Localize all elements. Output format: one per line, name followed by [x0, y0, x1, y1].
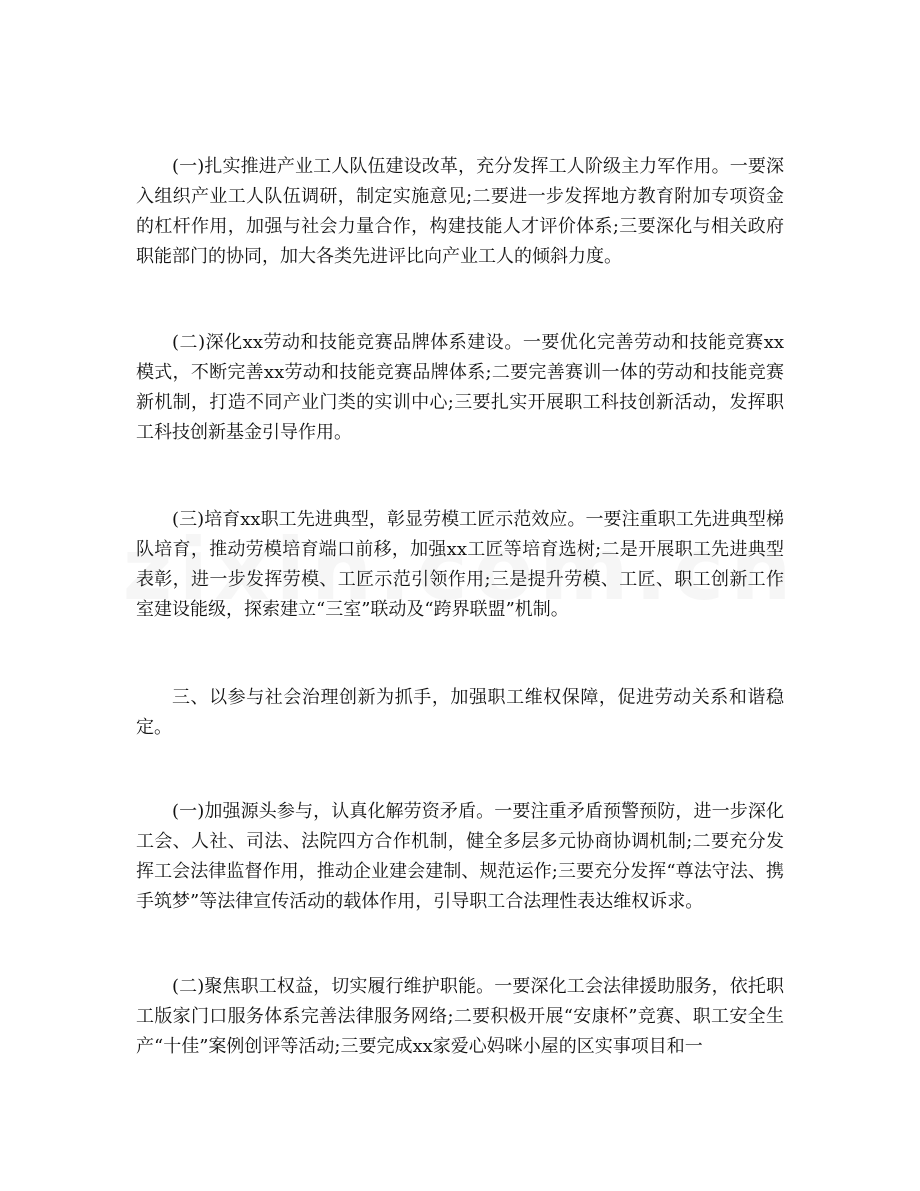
- paragraph-section-2-3: (三)培育xx职工先进典型，彰显劳模工匠示范效应。一要注重职工先进典型梯队培育，推动劳模培育端口前移，加强xx工匠等培育选树;二是开展职工先进典型表彰，进一步发挥劳模、工匠示范引领作用;三是提升劳模、工匠、职工创新工作室建设能级，探索建立“三室”联动及“跨界联盟”机制。: [136, 509, 784, 620]
- paragraph-section-2-2: (二)深化xx劳动和技能竞赛品牌体系建设。一要优化完善劳动和技能竞赛xx模式，不断完善xx劳动和技能竞赛品牌体系;二要完善赛训一体的劳动和技能竞赛新机制，打造不同产业门类的实训中心;三要扎实开展职工科技创新活动，发挥职工科技创新基金引导作用。: [136, 332, 784, 443]
- paragraph-section-2-1: (一)扎实推进产业工人队伍建设改革，充分发挥工人阶级主力军作用。一要深入组织产业工人队伍调研，制定实施意见;二要进一步发挥地方教育附加专项资金的杠杆作用，加强与社会力量合作，构建技能人才评价体系;三要深化与相关政府职能部门的协同，加大各类先进评比向产业工人的倾斜力度。: [136, 156, 784, 267]
- paragraph-section-3-2: (二)聚焦职工权益，切实履行维护职能。一要深化工会法律援助服务，依托职工版家门口服务体系完善法律服务网络;二要积极开展“安康杯”竞赛、职工安全生产“十佳”案例创评等活动;三要完成xx家爱心妈咪小屋的区实事项目和一: [136, 976, 784, 1057]
- section-heading-3: 三、以参与社会治理创新为抓手，加强职工维权保障，促进劳动关系和谐稳定。: [136, 687, 784, 738]
- paragraph-section-3-1: (一)加强源头参与，认真化解劳资矛盾。一要注重矛盾预警预防，进一步深化工会、人社、司法、法院四方合作机制，健全多层多元协商协调机制;二要充分发挥工会法律监督作用，推动企业建会建制、规范运作;三要充分发挥“尊法守法、携手筑梦”等法律宣传活动的载体作用，引导职工合法理性表达维权诉求。: [136, 801, 784, 912]
